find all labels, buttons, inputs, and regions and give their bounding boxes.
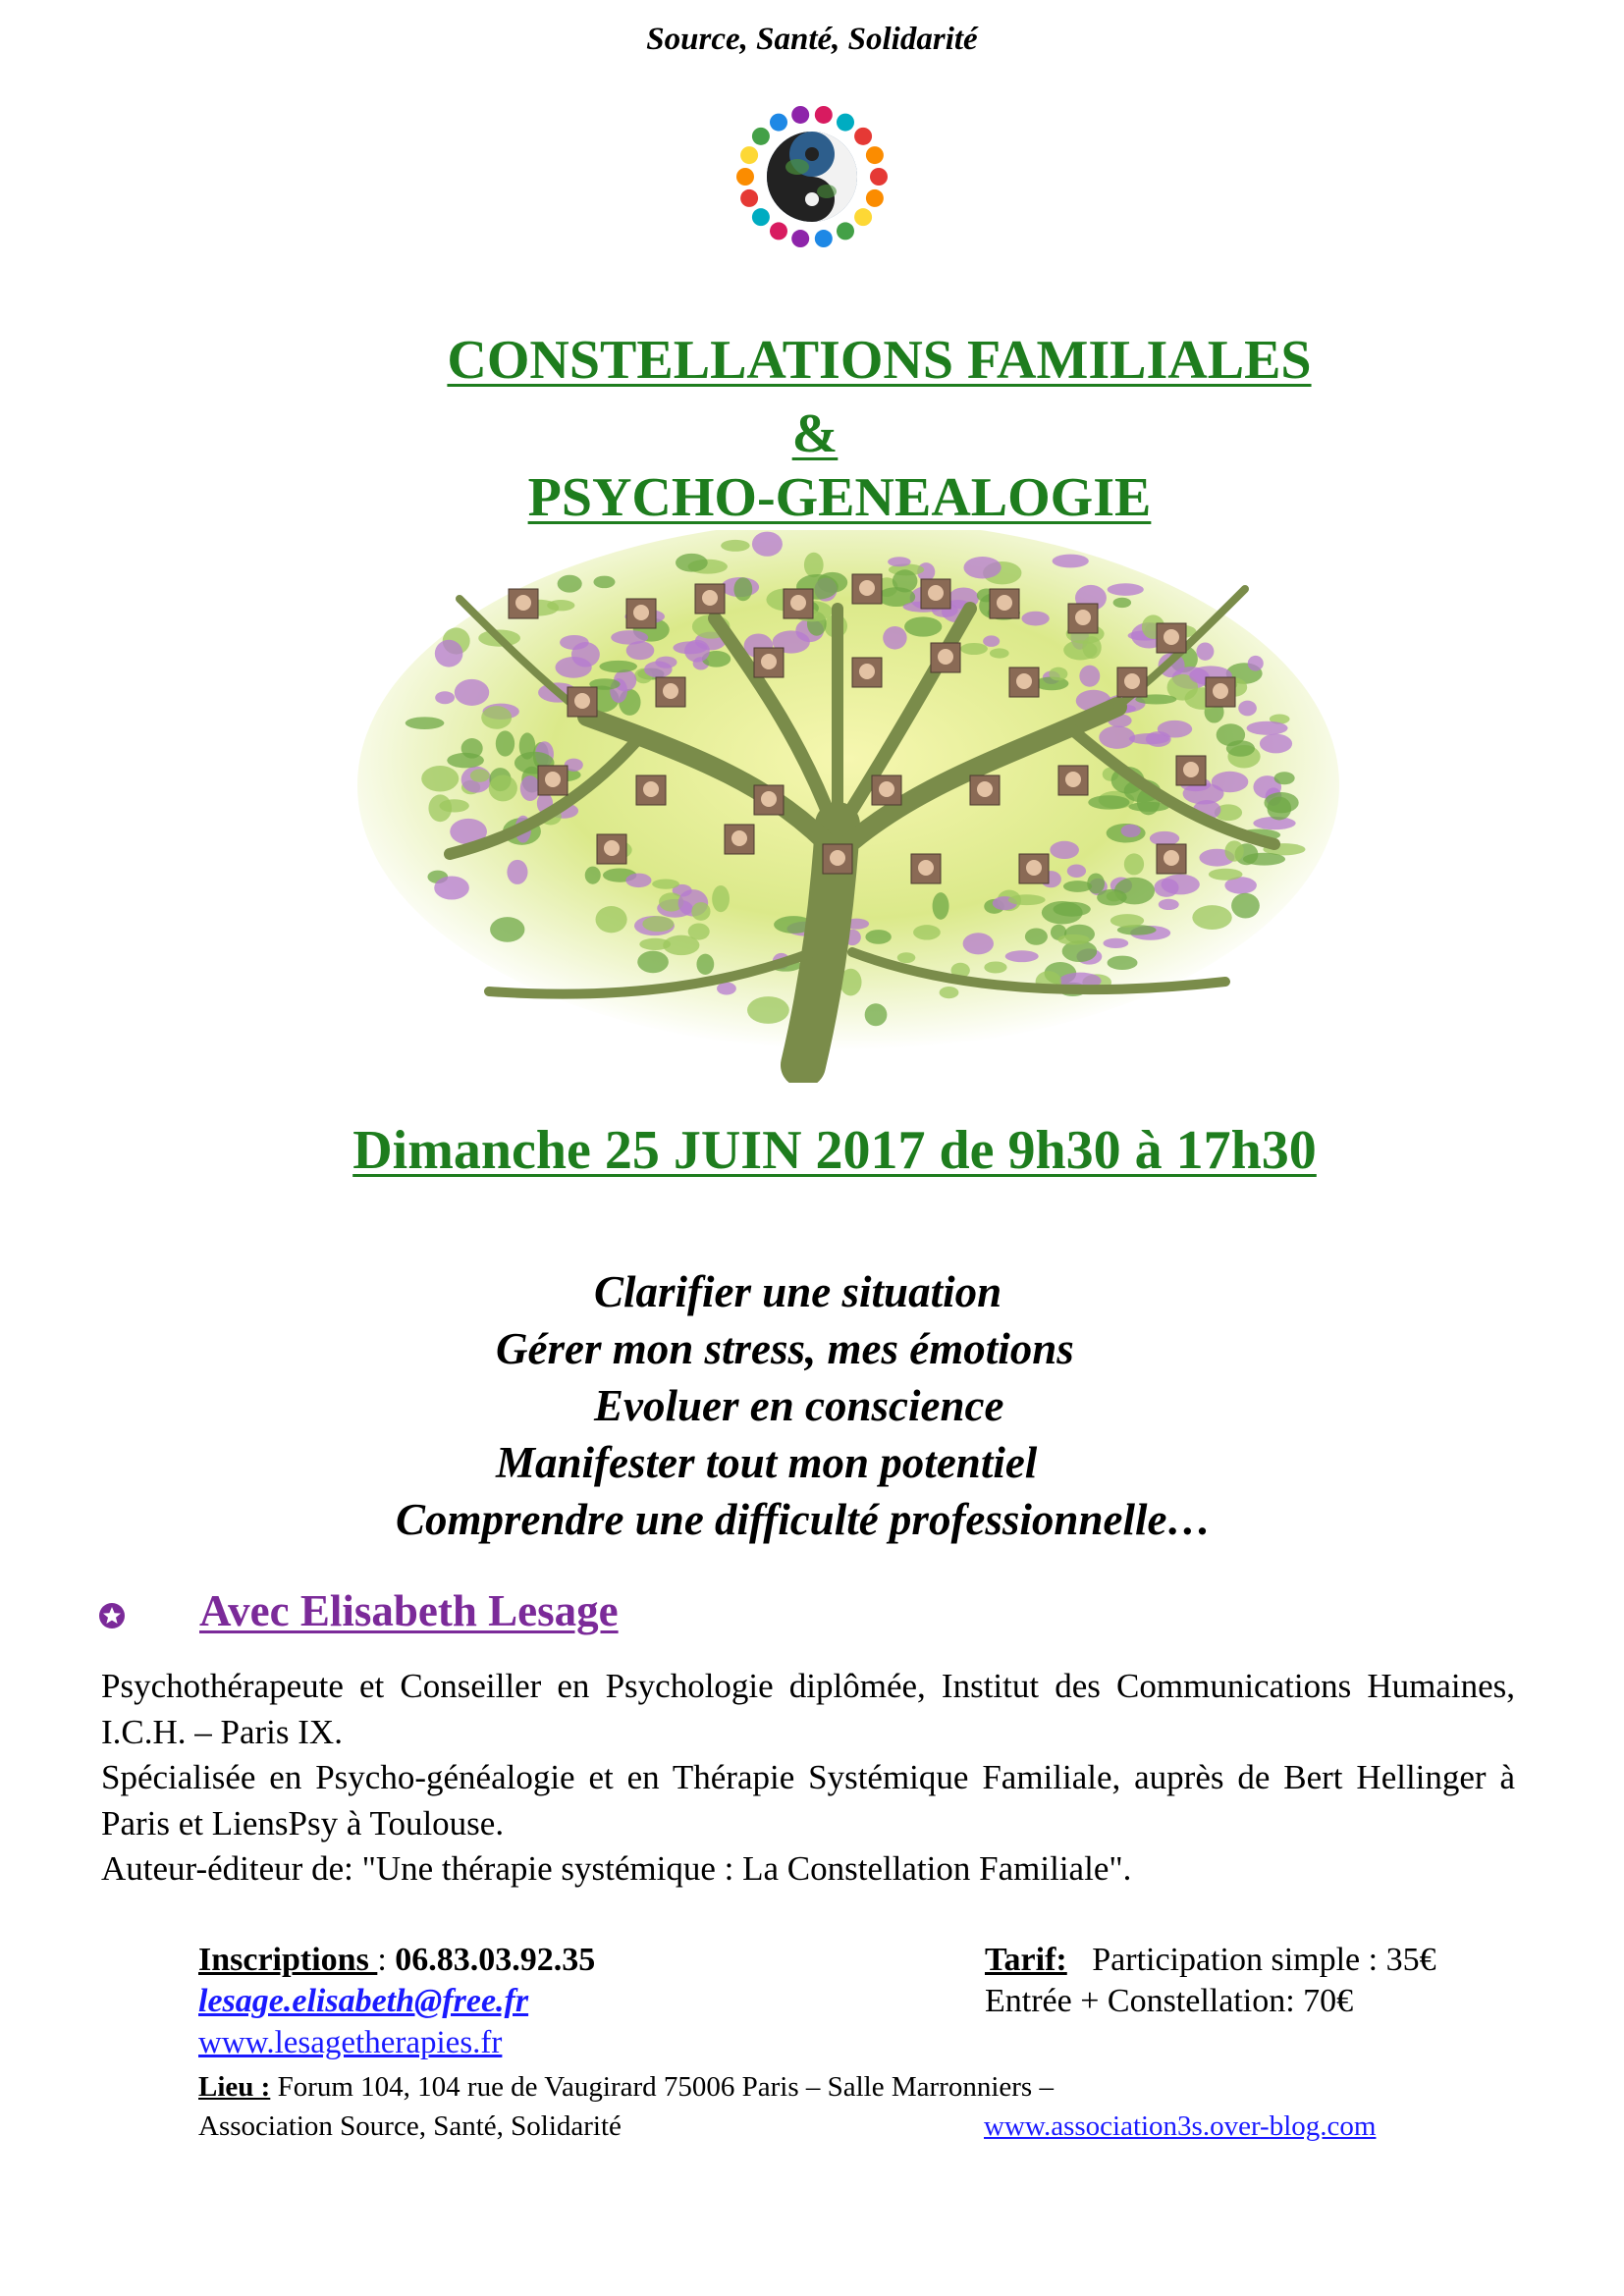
event-date: Dimanche 25 JUIN 2017 de 9h30 à 17h30 — [352, 1120, 1317, 1181]
location-line — [198, 2071, 1054, 2104]
bio-paragraph: Psychothérapeute et Conseiller en Psychologie diplômée, Institut des Communications Humaines, I.C.H. – Paris IX. — [101, 1667, 1515, 1751]
goal-item: Gérer mon stress, mes émotions — [496, 1324, 1074, 1373]
title-line-2: PSYCHO-GENEALOGIE — [527, 467, 1152, 528]
association-name: Association Source, Santé, Solidarité — [198, 2110, 622, 2142]
title-ampersand: & — [791, 403, 839, 464]
tarif-label: Tarif: — [985, 1942, 1067, 1978]
location-address: Forum 104, 104 rue de Vaugirard 75006 Paris – Salle Marronniers – — [270, 2071, 1054, 2103]
tarif-simple: Participation simple : 35€ — [1092, 1942, 1436, 1978]
inscriptions-line — [198, 1942, 595, 1979]
tarif-line-1 — [985, 1942, 1436, 1979]
location-label: Lieu : — [198, 2071, 271, 2103]
presenter-bio — [101, 1664, 1515, 1893]
website-link[interactable]: www.lesagetherapies.fr — [198, 2025, 503, 2060]
goal-item: Manifester tout mon potentiel — [496, 1438, 1038, 1487]
star-bullet-icon — [98, 1602, 126, 1629]
goal-item: Clarifier une situation — [594, 1267, 1002, 1316]
inscriptions-label: Inscriptions — [198, 1942, 378, 1978]
family-tree-illustration — [342, 530, 1356, 1083]
bio-paragraph: Spécialisée en Psycho-généalogie et en Thérapie Systémique Familiale, auprès de Bert Hellinger à Paris et LiensPsy à Toulouse. — [101, 1758, 1515, 1842]
blog-link[interactable]: www.association3s.over-blog.com — [984, 2110, 1377, 2142]
goal-item: Comprendre une difficulté professionnelle… — [396, 1495, 1212, 1544]
org-header: Source, Santé, Solidarité — [646, 22, 978, 57]
association-logo — [724, 98, 900, 255]
email-link[interactable]: lesage.elisabeth@free.fr — [198, 1983, 529, 2019]
tarif-line-2: Entrée + Constellation: 70€ — [985, 1983, 1354, 2019]
presenter-name: Avec Elisabeth Lesage — [199, 1586, 619, 1635]
bio-paragraph: Auteur-éditeur de: "Une thérapie systémique : La Constellation Familiale". — [101, 1849, 1132, 1888]
title-line-1: CONSTELLATIONS FAMILIALES — [447, 330, 1312, 391]
inscriptions-separator: : — [377, 1942, 396, 1978]
goal-item: Evoluer en conscience — [594, 1381, 1004, 1430]
phone-number: 06.83.03.92.35 — [395, 1942, 596, 1978]
